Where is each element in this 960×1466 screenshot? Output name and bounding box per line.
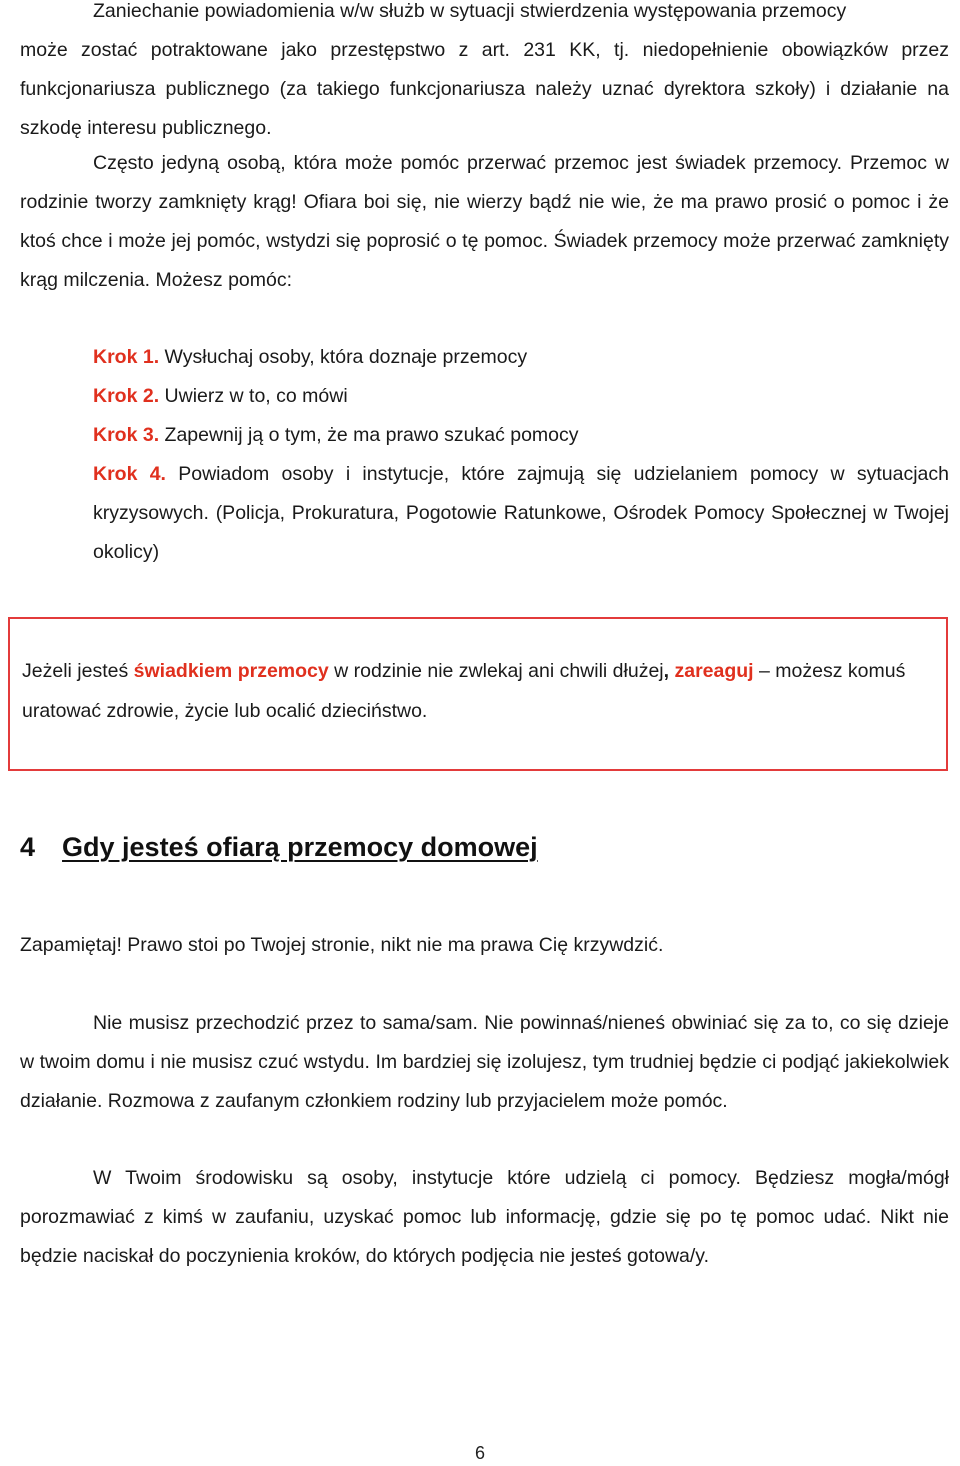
callout-highlight-react: zareaguj bbox=[674, 660, 754, 682]
list-item bbox=[93, 416, 949, 455]
step-label: Krok 2. bbox=[93, 385, 160, 407]
witness-paragraph: Często jedyną osobą, która może pomóc przerwać przemoc jest świadek przemocy. Przemoc w rodzinie tworzy zamknięty krąg! Ofiara boi się, nie wierzy bądź nie wie, że ma prawo prosić o pomoc i że ktoś chce i może jej pomóc, wstydzi się poprosić o tę pomoc. Świadek przemocy może przerwać zamknięty krąg milczenia. Możesz pomóc: bbox=[20, 152, 949, 291]
callout-box bbox=[8, 617, 948, 771]
top-paragraph-first-line: Zaniechanie powiadomienia w/w służb w sytuacji stwierdzenia występowania przemocy bbox=[93, 0, 847, 22]
step-text: Wysłuchaj osoby, która doznaje przemocy bbox=[164, 346, 528, 368]
top-paragraph-rest: może zostać potraktowane jako przestępstwo z art. 231 KK, tj. niedopełnienie obowiązków przez funkcjonariusza publicznego (za takiego funkcjonariusza należy uznać dyrektora szkoły) i działanie na szkodę interesu publicznego. bbox=[20, 39, 949, 139]
paragraph-self-help: Nie musisz przechodzić przez to sama/sam. Nie powinnaś/nieneś obwiniać się za to, co się dzieje w twoim domu i nie musisz czuć wstydu. Im bardziej się izolujesz, tym trudniej będzie ci podjąć jakiekolwiek działanie. Rozmowa z zaufanym członkiem rodziny lub przyjacielem może pomóc. bbox=[20, 1012, 949, 1112]
page-number: 6 bbox=[474, 1443, 485, 1463]
paragraph-support: W Twoim środowisku są osoby, instytucje które udzielą ci pomocy. Będziesz mogła/mógł porozmawiać z kimś w zaufaniu, uzyskać pomoc lub informację, gdzie się po tę pomoc udać. Nikt nie będzie naciskał do poczynienia kroków, do których podjęcia nie jesteś gotowa/y. bbox=[20, 1167, 949, 1267]
step-label: Krok 1. bbox=[93, 346, 160, 368]
step-text: Uwierz w to, co mówi bbox=[164, 385, 348, 407]
remember-line: Zapamiętaj! Prawo stoi po Twojej stronie, nikt nie ma prawa Cię krzywdzić. bbox=[20, 934, 664, 956]
list-item bbox=[93, 455, 949, 572]
top-paragraph bbox=[20, 0, 949, 148]
step-text: Zapewnij ją o tym, że ma prawo szukać pomocy bbox=[164, 424, 579, 446]
callout-text: Jeżeli jesteś świadkiem przemocy w rodzinie nie zwlekaj ani chwili dłużej, zareaguj – możesz komuś uratować zdrowie, życie lub ocalić dzieciństwo. bbox=[22, 660, 906, 722]
steps-list bbox=[93, 338, 949, 572]
step-label: Krok 4. bbox=[93, 463, 166, 485]
section-title: Gdy jesteś ofiarą przemocy domowej bbox=[62, 832, 538, 862]
list-item bbox=[93, 377, 949, 416]
callout-highlight-witness: świadkiem przemocy bbox=[133, 660, 329, 682]
section-heading bbox=[20, 832, 538, 863]
section-number: 4 bbox=[20, 832, 36, 862]
list-item bbox=[93, 338, 949, 377]
step-text: Powiadom osoby i instytucje, które zajmują się udzielaniem pomocy w sytuacjach kryzysowych. (Policja, Prokuratura, Pogotowie Ratunkowe, Ośrodek Pomocy Społecznej w Twojej okolicy) bbox=[93, 463, 949, 563]
step-label: Krok 3. bbox=[93, 424, 160, 446]
